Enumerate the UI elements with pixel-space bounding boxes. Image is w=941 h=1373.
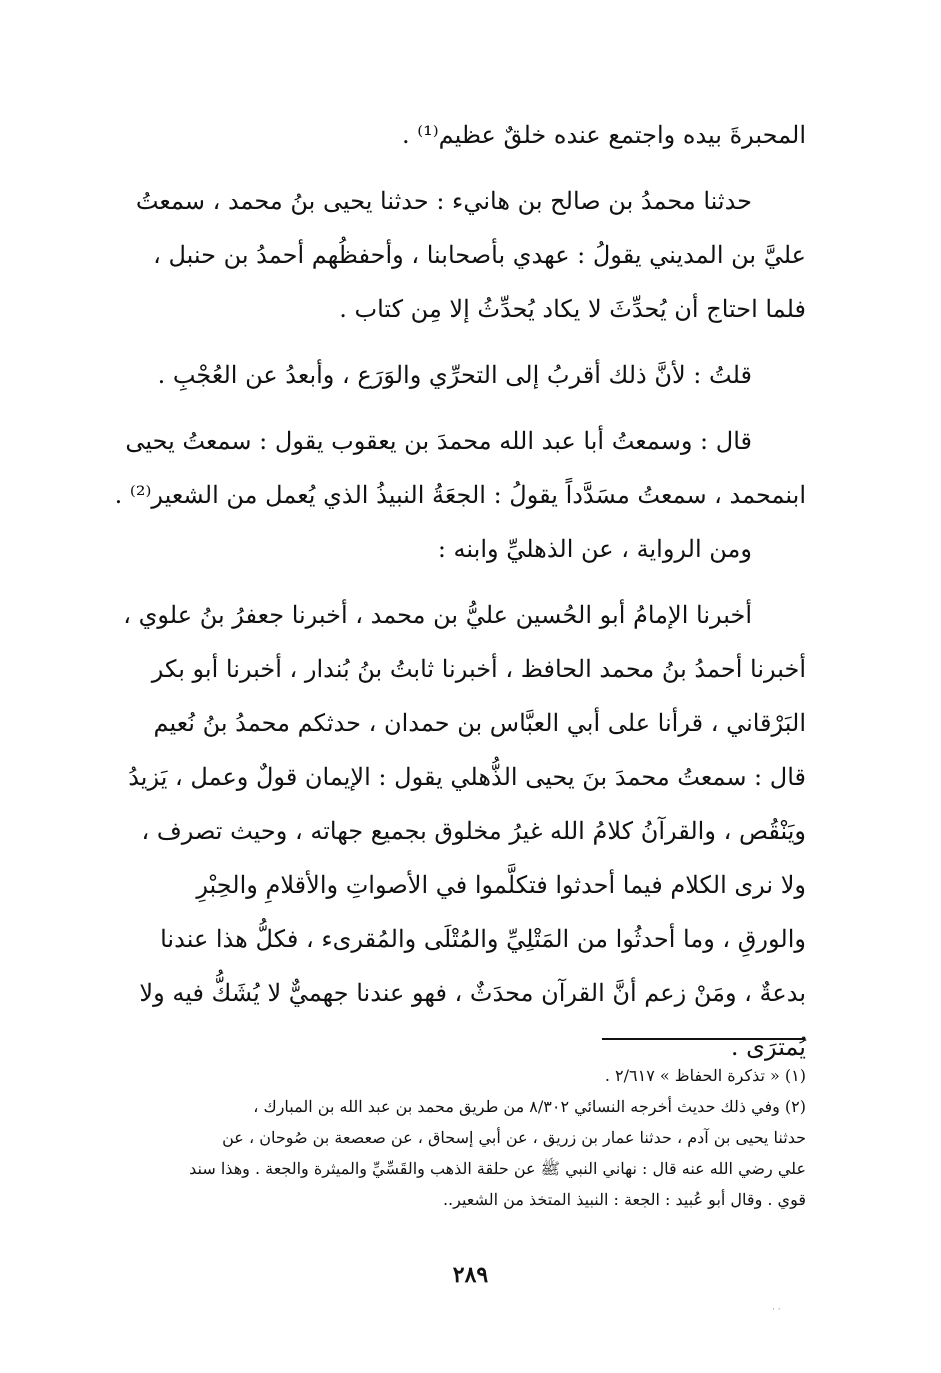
footnote-line: علي رضي الله عنه قال : نهاني النبي ﷺ عن حلقة الذهب والقَسِّيِّ والميثرة والجعة . وهذا سند	[189, 1159, 806, 1178]
text-line: فلما احتاج أن يُحدِّثَ لا يكاد يُحدِّثُ إلا مِن كتاب .	[339, 295, 806, 323]
footnote-line: (١) « تذكرة الحفاظ » ٢/٦١٧ .	[604, 1066, 806, 1085]
text-line: بدعةٌ ، ومَنْ زعم أنَّ القرآن محدَثٌ ، فهو عندنا جهميٌّ لا يُشَكُّ فيه ولا	[139, 979, 806, 1007]
text-line: عليَّ بن المديني يقولُ : عهدي بأصحابنا ، وأحفظُهم أحمدُ بن حنبل ،	[153, 241, 806, 269]
paragraph-gap	[120, 576, 806, 588]
text-line: ويَنْقُص ، والقرآنُ كلامُ الله غيرُ مخلوق بجميع جهاته ، وحيث تصرف ،	[141, 817, 806, 845]
footnote-line: (٢) وفي ذلك حديث أخرجه النسائي ٨/٣٠٢ من طريق محمد بن عبد الله بن المبارك ،	[253, 1097, 806, 1116]
text-line: أخبرنا الإمامُ أبو الحُسين عليُّ بن محمد ، أخبرنا جعفرُ بنُ علوي ،	[123, 601, 752, 629]
text-line: ولا نرى الكلام فيما أحدثوا فتكلَّموا في الأصواتِ والأقلامِ والحِبْرِ	[196, 871, 806, 899]
text-line: حدثنا محمدُ بن صالح بن هانيء : حدثنا يحيى بنُ محمد ، سمعتُ	[135, 187, 752, 215]
text-line: قلتُ : لأنَّ ذلك أقربُ إلى التحرِّي والوَرَع ، وأبعدُ عن العُجْبِ .	[157, 361, 752, 389]
footnote-line: قوي . وقال أبو عُبيد : الجعة : النبيذ المتخذ من الشعير..	[442, 1190, 806, 1209]
text-line: المحبرةَ بيده واجتمع عنده خلقٌ عظيم⁽¹⁾ .	[401, 121, 806, 149]
paragraph-gap	[120, 336, 806, 348]
text-line: ومن الرواية ، عن الذهليِّ وابنه :	[437, 535, 752, 563]
footnote-line: حدثنا يحيى بن آدم ، حدثنا عمار بن زريق ، عن أبي إسحاق ، عن صعصعة بن صُوحان ، عن	[222, 1128, 806, 1147]
text-line: البَرْقاني ، قرأنا على أبي العبَّاس بن حمدان ، حدثكم محمدُ بنُ نُعيم	[153, 709, 806, 737]
paragraph-gap	[120, 162, 806, 174]
text-line: أخبرنا أحمدُ بنُ محمد الحافظ ، أخبرنا ثابتُ بنُ بُندار ، أخبرنا أبو بكر	[151, 655, 806, 683]
scan-speck: · ·	[772, 1305, 781, 1315]
text-line: يُمترَى .	[730, 1033, 806, 1061]
footnote-divider	[602, 1038, 805, 1040]
text-line: قال : سمعتُ محمدَ بنَ يحيى الذُّهلي يقول : الإيمان قولٌ وعمل ، يَزيدُ	[128, 763, 806, 791]
paragraph-gap	[120, 402, 806, 414]
footnotes	[120, 1060, 806, 1215]
text-line: ابنمحمد ، سمعتُ مسَدَّداً يقولُ : الجعَةُ النبيذُ الذي يُعمل من الشعير⁽²⁾ .	[114, 481, 806, 509]
page-number: ٢٨٩	[452, 1262, 489, 1288]
text-line: والورقِ ، وما أحدثُوا من المَتْلِيِّ والمُتْلَى والمُقرىء ، فكلُّ هذا عندنا	[160, 925, 806, 953]
text-line: قال : وسمعتُ أبا عبد الله محمدَ بن يعقوب يقول : سمعتُ يحيى	[125, 427, 752, 455]
main-text	[114, 108, 806, 1074]
